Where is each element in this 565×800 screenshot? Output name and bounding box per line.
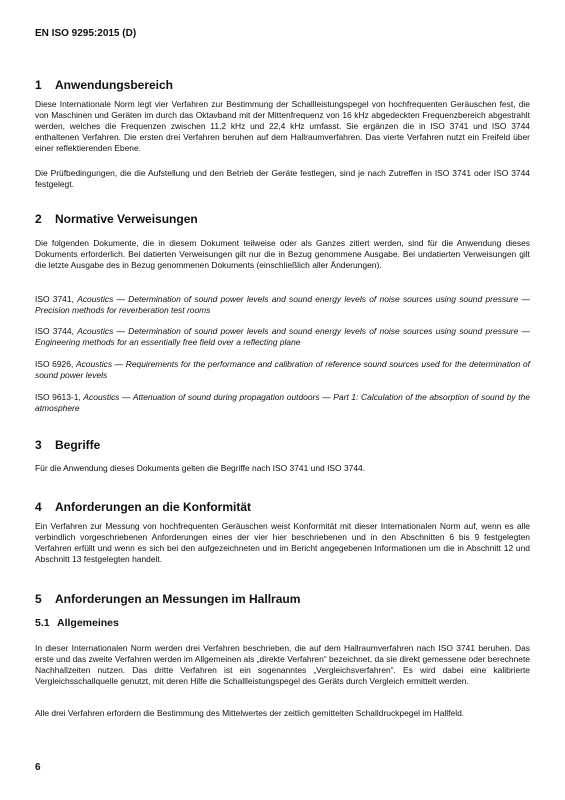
heading-section-1	[35, 78, 173, 92]
section-number: 1	[35, 78, 42, 92]
heading-section-4	[35, 500, 251, 514]
heading-section-2	[35, 212, 198, 226]
paragraph-general: In dieser Internationalen Norm werden drei Verfahren beschrieben, die auf dem Hallraumverfahren nach ISO 3741 beruhen. Das erste und das zweite Verfahren werden im Allgemeinen als „direkte Verfahren“ bezeichnet, da sie direkt gemessene oder berechnete Nachhallzeiten nutzen. Das dritte Verfahren ist ein sogenanntes „Vergleichsverfahren“. Es wird dabei eine kalibrierte Vergleichsschallquelle genutzt, mit deren Hilfe die Schallleistungspegel des Geräts durch Vergleich ermittelt werden.	[35, 643, 530, 686]
document-id: EN ISO 9295:2015 (D)	[35, 28, 137, 39]
heading-section-3	[35, 438, 100, 452]
section-title: Anwendungsbereich	[55, 78, 174, 92]
reference-id: ISO 3744,	[35, 326, 78, 336]
section-number: 2	[35, 212, 42, 226]
reference-title: Acoustics — Determination of sound power levels and sound energy levels of noise sources using sound pressure — Precision methods for reverberation test rooms	[35, 294, 530, 315]
subsection-number: 5.1	[35, 617, 50, 629]
section-title: Anforderungen an Messungen im Hallraum	[55, 592, 301, 606]
section-title: Anforderungen an die Konformität	[55, 500, 251, 514]
reference-title: Acoustics — Requirements for the performance and calibration of reference sound sources used for the determination of sound power levels	[35, 359, 530, 380]
reference-iso-9613-1	[35, 392, 530, 414]
heading-section-5-1	[35, 617, 119, 629]
paragraph-scope: Diese Internationale Norm legt vier Verfahren zur Bestimmung der Schallleistungspegel von hochfrequenten Geräuschen fest, die von Maschinen und Geräten im durch das Oktavband mit der Mittenfrequenz von 16 kHz abgedeckten Frequenzbereich abgestrahlt werden, welches die Frequenzen zwischen 11,2 kHz und 22,4 kHz umfasst. Sie ergänzen die in ISO 3741 und ISO 3744 enthaltenen Verfahren. Die ersten drei Verfahren beruhen auf dem Hallraumverfahren. Das vierte Verfahren nutzt ein Freifeld über einer reflektierenden Ebene.	[35, 99, 530, 153]
reference-iso-3741	[35, 294, 530, 316]
heading-section-5	[35, 592, 300, 606]
paragraph-terms: Für die Anwendung dieses Dokuments gelten die Begriffe nach ISO 3741 und ISO 3744.	[35, 463, 366, 473]
paragraph-normative-intro: Die folgenden Dokumente, die in diesem Dokument teilweise oder als Ganzes zitiert werden, sind für die Anwendung dieses Dokuments erforderlich. Bei datierten Verweisungen gilt nur die in Bezug genommene Ausgabe. Bei undatierten Verweisungen gilt die letzte Ausgabe des in Bezug genommenen Dokuments (einschließlich aller Änderungen).	[35, 238, 530, 270]
section-number: 3	[35, 438, 42, 452]
reference-id: ISO 6926,	[35, 359, 76, 369]
section-title: Normative Verweisungen	[55, 212, 198, 226]
reference-title: Acoustics — Attenuation of sound during propagation outdoors — Part 1: Calculation of the absorption of sound by the atmosphere	[35, 392, 530, 413]
paragraph-test-conditions: Die Prüfbedingungen, die die Aufstellung und den Betrieb der Geräte festlegen, sind je nach Zutreffen in ISO 3741 oder ISO 3744 festgelegt.	[35, 168, 530, 189]
reference-title: Acoustics — Determination of sound power levels and sound energy levels of noise sources using sound pressure — Engineering methods for an essentially free field over a reflecting plane	[35, 326, 530, 347]
page-number: 6	[35, 762, 41, 773]
subsection-title: Allgemeines	[57, 617, 119, 629]
reference-id: ISO 3741,	[35, 294, 78, 304]
reference-iso-6926	[35, 359, 530, 381]
section-number: 4	[35, 500, 42, 514]
paragraph-conformity: Ein Verfahren zur Messung von hochfrequenten Geräuschen weist Konformität mit dieser Internationalen Norm auf, wenn es alle verbindlich vorgeschriebenen Anforderungen eines der vier hier beschriebenen und in den Abschnitten 6 bis 9 festgelegten Verfahren erfüllt und wenn es sich bei den aufgezeichneten und im Bericht angegebenen Informationen um die in Abschnitt 12 und Abschnitt 13 festgelegten handelt.	[35, 521, 530, 564]
section-title: Begriffe	[55, 438, 101, 452]
reference-iso-3744	[35, 326, 530, 348]
reference-id: ISO 9613-1,	[35, 392, 84, 402]
section-number: 5	[35, 592, 42, 606]
paragraph-mean-values: Alle drei Verfahren erfordern die Bestimmung des Mittelwertes der zeitlich gemittelten Schalldruckpegel im Hallfeld.	[35, 708, 465, 718]
